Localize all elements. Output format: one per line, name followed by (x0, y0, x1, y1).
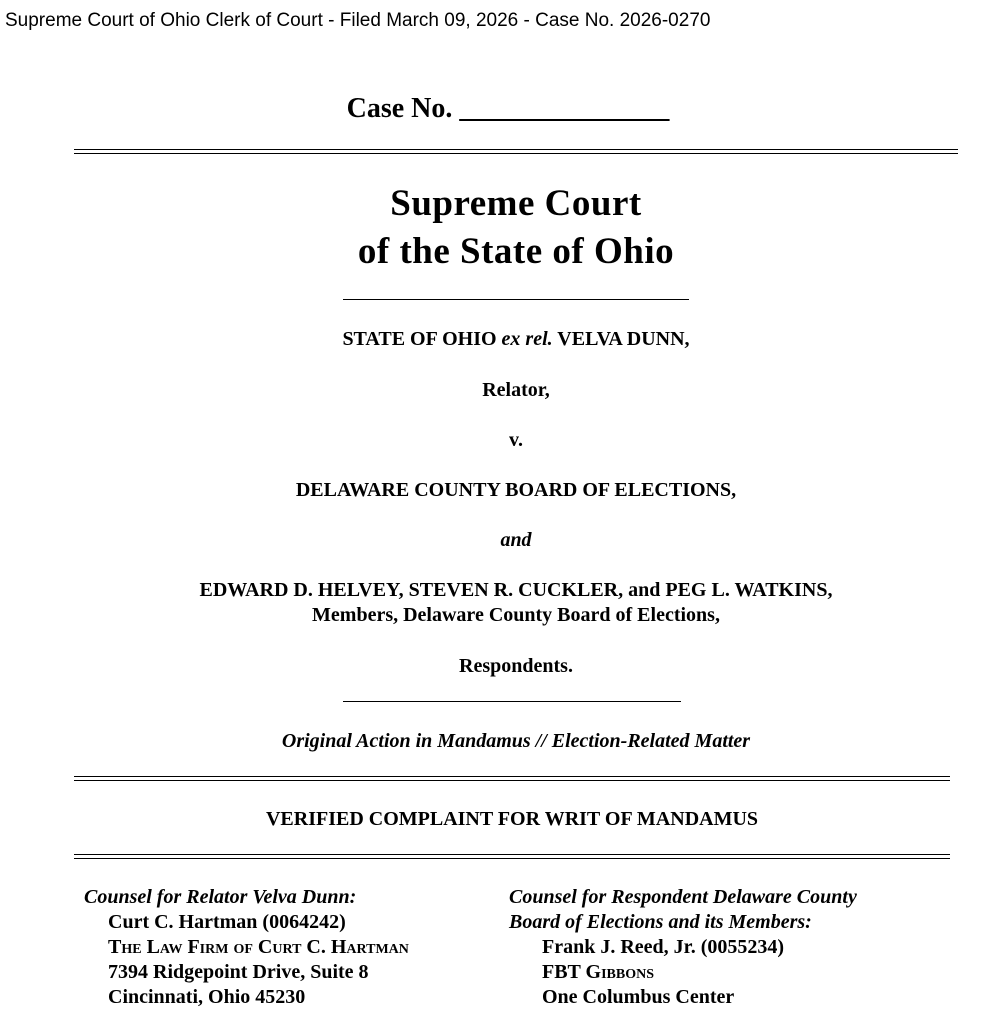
relator-name-post: VELVA DUNN, (552, 328, 690, 350)
relator-role: Relator, (482, 379, 550, 401)
counsel-respondent-label-line1: Counsel for Respondent Delaware County (509, 886, 857, 908)
respondent-members-line2: Members, Delaware County Board of Elections, (312, 604, 720, 626)
document-title: VERIFIED COMPLAINT FOR WRIT OF MANDAMUS (265, 808, 759, 830)
court-title-line1: Supreme Court (390, 183, 642, 224)
header-double-rule (74, 149, 958, 154)
respondent-board: DELAWARE COUNTY BOARD OF ELECTIONS, (295, 479, 737, 501)
counsel-relator-firm: The Law Firm of Curt C. Hartman (108, 936, 409, 958)
versus: v. (509, 429, 523, 451)
court-title-line2: of the State of Ohio (357, 231, 675, 272)
relator-name-pre: STATE OF OHIO (342, 328, 502, 350)
counsel-relator-label: Counsel for Relator Velva Dunn: (84, 886, 357, 908)
counsel-respondent-block (509, 885, 857, 1010)
counsel-relator-address1: 7394 Ridgepoint Drive, Suite 8 (108, 961, 369, 983)
title-top-double-rule (74, 776, 950, 781)
counsel-respondent-name: Frank J. Reed, Jr. (0055234) (542, 936, 785, 958)
caption-underline (343, 701, 681, 702)
counsel-relator-block (84, 885, 409, 1010)
counsel-respondent-firm: FBT Gibbons (542, 961, 655, 983)
counsel-relator-address2: Cincinnati, Ohio 45230 (108, 986, 306, 1008)
counsel-respondent-address1: One Columbus Center (542, 986, 735, 1008)
counsel-relator-name: Curt C. Hartman (0064242) (108, 911, 346, 933)
respondent-members-line1: EDWARD D. HELVEY, STEVEN R. CUCKLER, and PEG L. WATKINS, (199, 579, 833, 601)
court-title-underline (343, 299, 689, 300)
filing-stamp: Supreme Court of Ohio Clerk of Court - Filed March 09, 2026 - Case No. 2026-0270 (5, 10, 711, 31)
and-connector: and (500, 529, 532, 551)
counsel-respondent-label-line2: Board of Elections and its Members: (509, 911, 812, 933)
respondents-role: Respondents. (459, 655, 573, 677)
action-type: Original Action in Mandamus // Election-Related Matter (281, 730, 751, 752)
relator-caption (0, 327, 1008, 352)
title-bottom-double-rule (74, 854, 950, 859)
ex-rel-text: ex rel. (501, 328, 553, 350)
case-number-line: Case No. _______________ (346, 93, 670, 124)
